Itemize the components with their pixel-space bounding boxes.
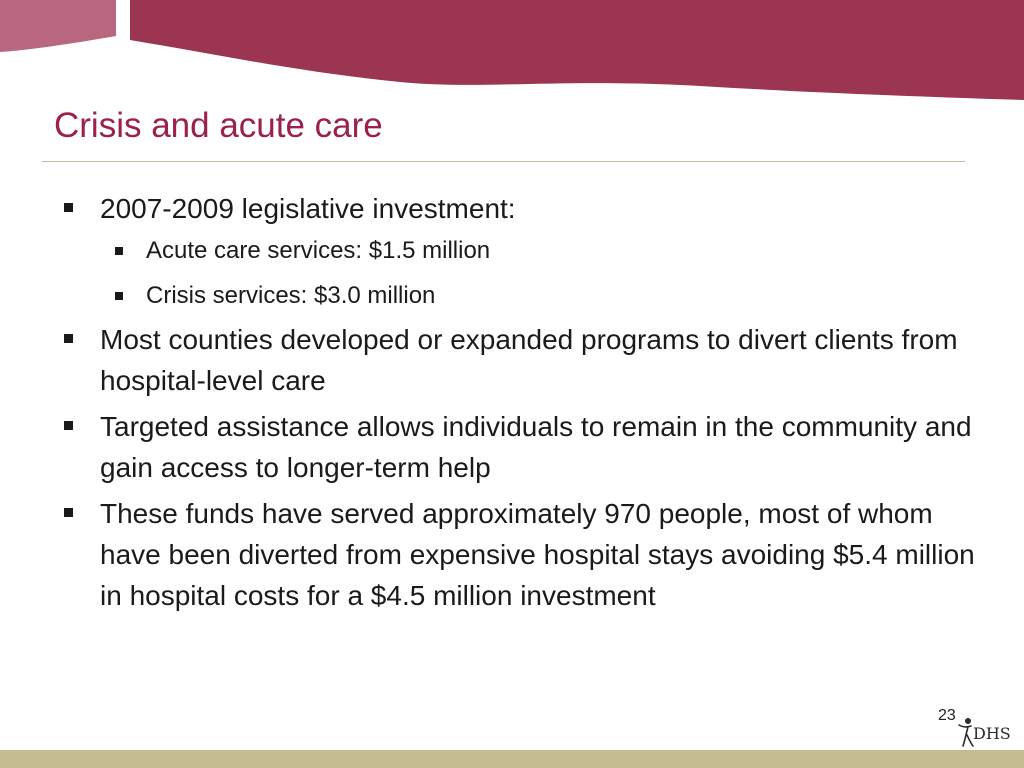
bullet-item	[62, 319, 982, 401]
logo-text: DHS	[973, 724, 1011, 743]
page-number: 23	[938, 707, 956, 724]
bullet-text: Targeted assistance allows individuals to remain in the community and gain access to longer-term help	[100, 411, 972, 483]
square-bullet-icon	[64, 421, 73, 430]
header-pink-block	[0, 0, 116, 52]
square-bullet-icon	[115, 247, 123, 255]
bullet-text: Most counties developed or expanded programs to divert clients from hospital-level care	[100, 324, 958, 396]
sub-bullet-list	[108, 233, 982, 314]
header-maroon-wave	[130, 0, 1024, 100]
bullet-item	[62, 493, 982, 616]
square-bullet-icon	[64, 334, 73, 343]
header-band	[0, 0, 1024, 110]
title-divider	[42, 161, 965, 162]
bullet-text: 2007-2009 legislative investment:	[100, 193, 516, 224]
sub-bullet-text: Acute care services: $1.5 million	[146, 237, 491, 264]
footer-bar	[0, 750, 1024, 768]
sub-bullet-item	[108, 278, 982, 314]
sub-bullet-text: Crisis services: $3.0 million	[146, 282, 436, 309]
sub-bullet-item	[108, 233, 982, 269]
bullet-item	[62, 406, 982, 488]
square-bullet-icon	[64, 508, 73, 517]
bullet-item	[62, 188, 982, 314]
square-bullet-icon	[64, 203, 73, 212]
square-bullet-icon	[115, 292, 123, 300]
slide-title: Crisis and acute care	[54, 106, 383, 145]
bullet-text: These funds have served approximately 970 people, most of whom have been diverted from expensive hospital stays avoiding $5.4 million in hospital costs for a $4.5 million investment	[100, 498, 975, 611]
bullet-list	[62, 188, 982, 616]
